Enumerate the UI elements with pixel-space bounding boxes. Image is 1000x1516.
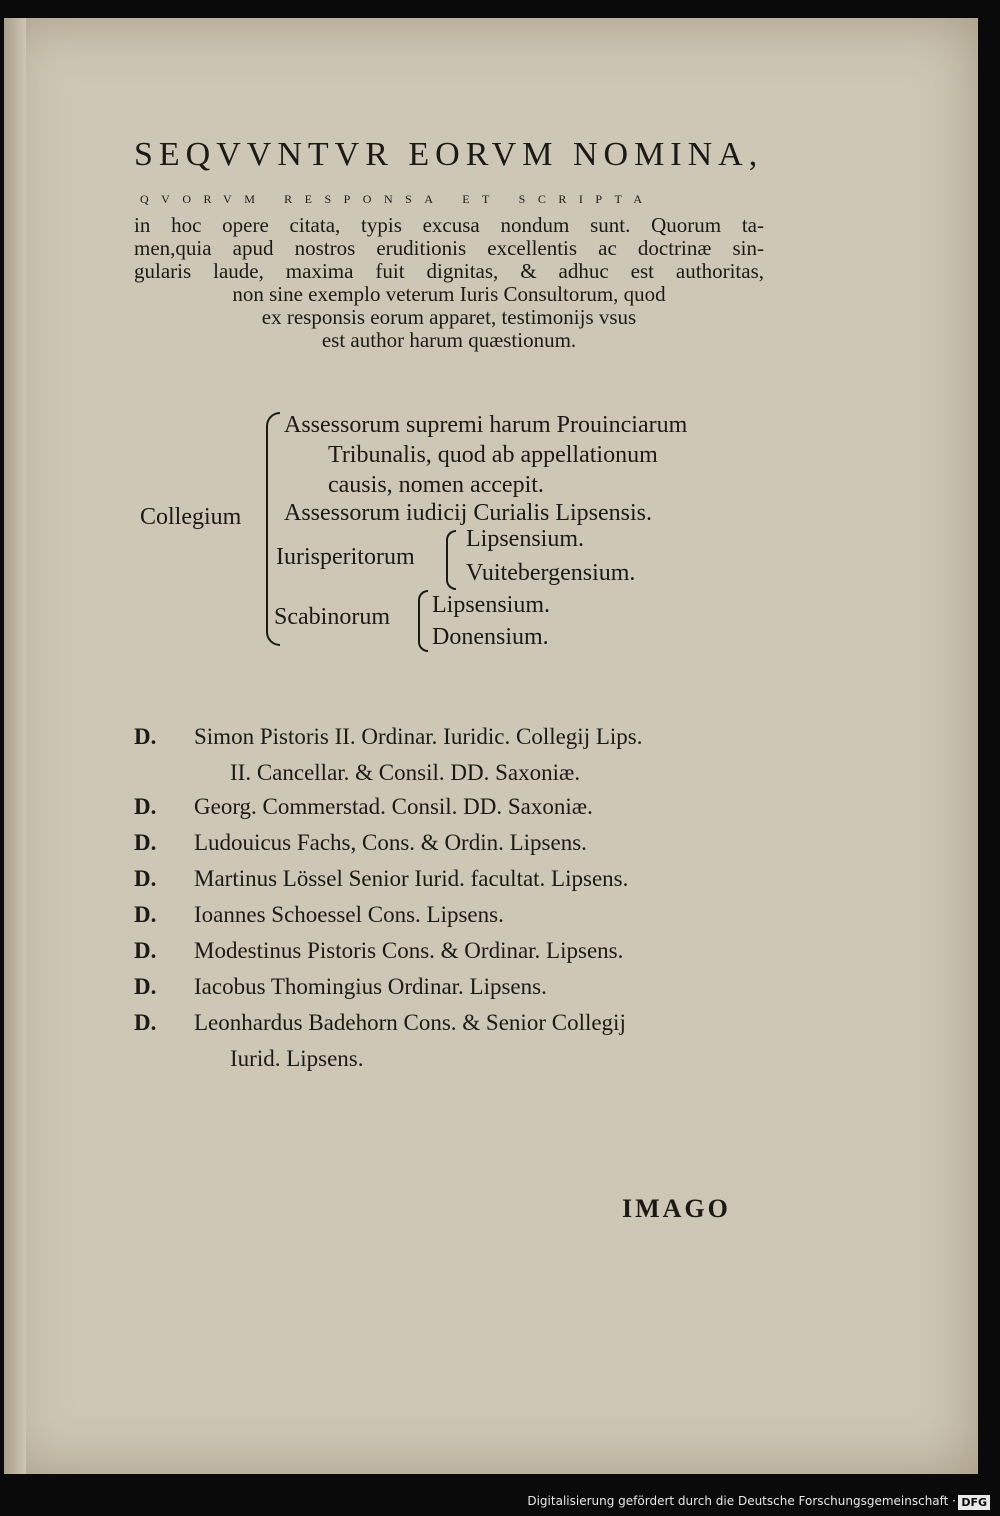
scabinorum-item: Lipsensium. bbox=[432, 592, 550, 618]
dfg-credit: Digitalisierung gefördert durch die Deutsche Forschungsgemeinschaft · bbox=[527, 1494, 956, 1508]
intro-line: non sine exemplo veterum Iuris Consultorum, quod bbox=[232, 282, 666, 306]
heading-line-1: SEQVVNTVR EORVM NOMINA, bbox=[134, 136, 764, 173]
dfg-logo: DFG bbox=[958, 1495, 990, 1510]
collegium-group-1 bbox=[284, 410, 687, 500]
doctor-name: Ludouicus Fachs, Cons. & Ordin. Lipsens. bbox=[194, 830, 587, 855]
scabinorum-brace bbox=[418, 590, 428, 652]
doctor-name: Georg. Commerstad. Consil. DD. Saxoniæ. bbox=[194, 794, 593, 819]
iurisperitorum-item: Vuitebergensium. bbox=[466, 560, 636, 586]
intro-paragraph bbox=[134, 214, 764, 352]
book-page bbox=[4, 18, 978, 1474]
iurisperitorum-label: Iurisperitorum bbox=[276, 544, 415, 570]
iurisperitorum-item: Lipsensium. bbox=[466, 526, 584, 552]
scabinorum-item: Donensium. bbox=[432, 624, 549, 650]
group-1-line: causis, nomen accepit. bbox=[328, 472, 544, 498]
doctor-prefix: D. bbox=[134, 866, 157, 891]
doctor-name-cont: II. Cancellar. & Consil. DD. Saxoniæ. bbox=[230, 760, 581, 785]
intro-line: est author harum quæstionum. bbox=[321, 328, 577, 352]
intro-line: men,quia apud nostros eruditionis excellentis ac doctrinæ sin- bbox=[134, 236, 764, 260]
doctor-name: Leonhardus Badehorn Cons. & Senior Collegij bbox=[194, 1010, 626, 1035]
scabinorum-label: Scabinorum bbox=[274, 604, 390, 630]
doctor-name: Martinus Lössel Senior Iurid. facultat. Lipsens. bbox=[194, 866, 629, 891]
iurisperitorum-brace bbox=[446, 530, 456, 590]
doctor-name: Iacobus Thomingius Ordinar. Lipsens. bbox=[194, 974, 547, 999]
collegium-group-2: Assessorum iudicij Curialis Lipsensis. bbox=[284, 500, 652, 526]
collegium-label: Collegium bbox=[140, 504, 242, 530]
doctor-prefix: D. bbox=[134, 724, 157, 749]
doctor-name: Modestinus Pistoris Cons. & Ordinar. Lipsens. bbox=[194, 938, 624, 963]
heading-line-2: qvorvm responsa et scripta bbox=[140, 188, 655, 207]
doctor-name: Simon Pistoris II. Ordinar. Iuridic. Collegij Lips. bbox=[194, 724, 643, 749]
intro-line: gularis laude, maxima fuit dignitas, & adhuc est authoritas, bbox=[134, 259, 764, 283]
doctor-prefix: D. bbox=[134, 938, 157, 963]
doctor-prefix: D. bbox=[134, 830, 157, 855]
doctor-prefix: D. bbox=[134, 1010, 157, 1035]
page-spine-shadow bbox=[4, 18, 26, 1474]
intro-line: in hoc opere citata, typis excusa nondum sunt. Quorum ta- bbox=[134, 213, 764, 237]
doctor-prefix: D. bbox=[134, 902, 157, 927]
intro-line: ex responsis eorum apparet, testimonijs vsus bbox=[261, 305, 637, 329]
catchword: IMAGO bbox=[622, 1194, 731, 1223]
doctor-name: Ioannes Schoessel Cons. Lipsens. bbox=[194, 902, 504, 927]
footer-bar bbox=[0, 1474, 1000, 1516]
group-1-line: Tribunalis, quod ab appellationum bbox=[328, 442, 658, 468]
doctor-name-cont: Iurid. Lipsens. bbox=[230, 1046, 364, 1071]
group-1-line: Assessorum supremi harum Prouinciarum bbox=[284, 412, 688, 438]
doctor-prefix: D. bbox=[134, 794, 157, 819]
doctor-prefix: D. bbox=[134, 974, 157, 999]
